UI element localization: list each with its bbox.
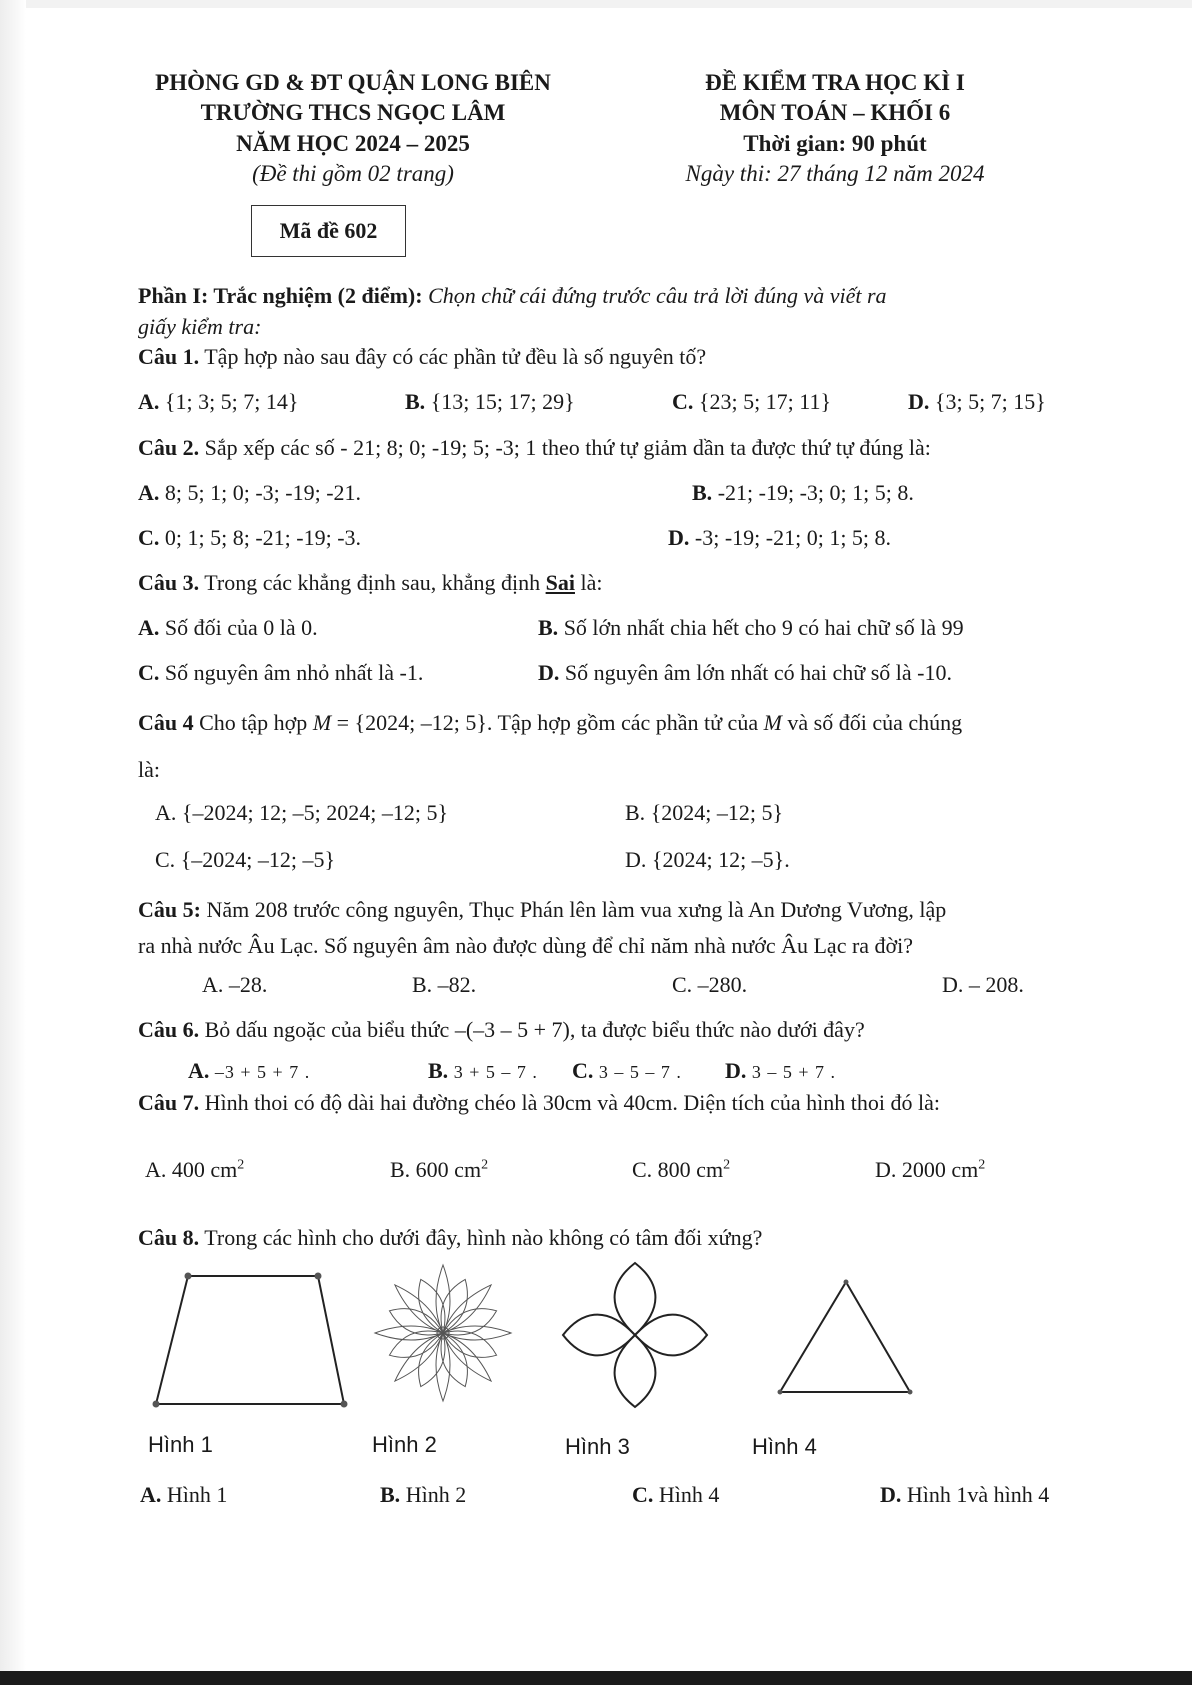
q8-a-label: A.	[140, 1482, 162, 1507]
q6-a-label: A.	[188, 1058, 210, 1083]
q8-c-text: Hình 4	[658, 1482, 720, 1507]
q2-d-text: -3; -19; -21; 0; 1; 5; 8.	[694, 525, 892, 550]
q3-text-before: Trong các khẳng định sau, khẳng định	[204, 570, 541, 595]
figure-3-label: Hình 3	[565, 1434, 630, 1459]
figure-4-triangle	[770, 1272, 920, 1402]
q2-c-label: C.	[138, 525, 160, 550]
q8-text: Trong các hình cho dưới đây, hình nào không có tâm đối xứng?	[204, 1225, 763, 1250]
q3-option-b	[538, 615, 964, 641]
q4-a-text: {–2024; 12; –5; 2024; –12; 5}	[181, 800, 449, 825]
q4-d-label: D.	[625, 847, 647, 872]
q8-label: Câu 8.	[138, 1225, 200, 1250]
q8-b-text: Hình 2	[405, 1482, 467, 1507]
q8-option-b	[380, 1482, 466, 1508]
figure-2-label: Hình 2	[372, 1432, 437, 1457]
q4-a-label: A.	[155, 800, 177, 825]
q6-expression: –(–3 – 5 + 7)	[454, 1017, 570, 1042]
q6-text-after: , ta được biểu thức nào dưới đây?	[569, 1017, 865, 1042]
figure-1-label: Hình 1	[148, 1432, 213, 1457]
q4-option-a	[155, 800, 448, 826]
q4-set-name: M	[312, 710, 332, 735]
q6-b-text: 3 + 5 – 7 .	[453, 1062, 538, 1082]
scan-edge-bottom	[0, 1671, 1192, 1685]
q6-c-label: C.	[572, 1058, 594, 1083]
q2-option-a	[138, 480, 361, 506]
q1-option-a	[138, 389, 298, 415]
q7-d-text: D. 2000 cm	[875, 1157, 979, 1182]
q8-question	[138, 1225, 762, 1251]
header-left-line1: PHÒNG GD & ĐT QUẬN LONG BIÊN	[155, 70, 551, 95]
q1-c-text: {23; 5; 17; 11}	[698, 389, 832, 414]
q2-a-label: A.	[138, 480, 160, 505]
exam-code-box	[251, 205, 406, 257]
q4-option-d	[625, 847, 790, 873]
q5-label: Câu 5:	[138, 897, 201, 922]
q5-option-b: B. –82.	[412, 972, 477, 997]
q1-c-label: C.	[672, 389, 694, 414]
q7-question	[138, 1090, 940, 1116]
q2-option-c	[138, 525, 361, 551]
figure-4-label: Hình 4	[752, 1434, 817, 1459]
q8-d-label: D.	[880, 1482, 902, 1507]
q5-question	[138, 897, 946, 923]
q6-text-before: Bỏ dấu ngoặc của biểu thức	[204, 1017, 450, 1042]
q2-question	[138, 435, 931, 461]
part1-instruction-cont: giấy kiểm tra:	[138, 314, 262, 339]
q7-label: Câu 7.	[138, 1090, 200, 1115]
q2-text: Sắp xếp các số - 21; 8; 0; -19; 5; -3; 1 theo thứ tự giảm dần ta được thứ tự đúng là:	[204, 435, 931, 460]
q3-d-label: D.	[538, 660, 560, 685]
q1-b-text: {13; 15; 17; 29}	[430, 389, 575, 414]
header-left-line2: TRƯỜNG THCS NGỌC LÂM	[200, 100, 506, 125]
q1-d-label: D.	[908, 389, 930, 414]
q6-a-text: –3 + 5 + 7 .	[214, 1062, 311, 1082]
q5-question-cont: ra nhà nước Âu Lạc. Số nguyên âm nào được dùng để chỉ năm nhà nước Âu Lạc ra đời?	[138, 933, 914, 958]
q4-option-b	[625, 800, 783, 826]
figure-1-trapezoid	[148, 1262, 358, 1412]
q1-text: Tập hợp nào sau đây có các phần tử đều là số nguyên tố?	[204, 344, 707, 369]
q1-label: Câu 1.	[138, 344, 200, 369]
q7-c-exp: 2	[723, 1157, 731, 1173]
q3-d-text: Số nguyên âm lớn nhất có hai chữ số là -10.	[564, 660, 952, 685]
q3-keyword: Sai	[545, 570, 575, 595]
q1-question	[138, 344, 706, 370]
q4-question-cont: là:	[138, 757, 160, 782]
q2-b-label: B.	[692, 480, 713, 505]
exam-code: Mã đề 602	[279, 218, 378, 243]
q4-text-after: và số đối của chúng	[787, 710, 963, 735]
q1-b-label: B.	[405, 389, 426, 414]
q7-option-b	[390, 1157, 488, 1183]
q4-set-name2: M	[763, 710, 782, 735]
q4-label: Câu 4	[138, 710, 194, 735]
q2-option-b	[692, 480, 914, 506]
q7-option-c	[632, 1157, 730, 1183]
q8-a-text: Hình 1	[166, 1482, 228, 1507]
scan-edge-left	[0, 0, 26, 1685]
q4-text-middle: . Tập hợp gồm các phần tử của	[486, 710, 759, 735]
q3-c-text: Số nguyên âm nhỏ nhất là -1.	[164, 660, 424, 685]
q7-option-d	[875, 1157, 985, 1183]
figure-2-flower	[368, 1258, 518, 1408]
q3-option-c	[138, 660, 423, 686]
part1-instruction: Chọn chữ cái đứng trước câu trả lời đúng và viết ra	[428, 283, 887, 308]
q7-a-text: A. 400 cm	[145, 1157, 238, 1182]
q6-option-a	[188, 1058, 310, 1084]
q6-option-d	[725, 1058, 836, 1084]
q1-option-b	[405, 389, 575, 415]
q6-question	[138, 1017, 865, 1043]
q4-c-label: C.	[155, 847, 176, 872]
q1-option-d	[908, 389, 1046, 415]
q6-c-text: 3 – 5 – 7 .	[598, 1062, 682, 1082]
q1-d-text: {3; 5; 7; 15}	[934, 389, 1046, 414]
q8-c-label: C.	[632, 1482, 654, 1507]
q1-a-text: {1; 3; 5; 7; 14}	[164, 389, 299, 414]
q4-text-before: Cho tập hợp	[199, 710, 308, 735]
q2-c-text: 0; 1; 5; 8; -21; -19; -3.	[164, 525, 362, 550]
q5-option-c: C. –280.	[672, 972, 748, 997]
q6-d-text: 3 – 5 + 7 .	[751, 1062, 837, 1082]
q1-a-label: A.	[138, 389, 160, 414]
q8-d-text: Hình 1và hình 4	[906, 1482, 1050, 1507]
q7-b-text: B. 600 cm	[390, 1157, 482, 1182]
header-left-line4: (Đề thi gồm 02 trang)	[252, 161, 454, 186]
q4-b-label: B.	[625, 800, 646, 825]
figure-3-four-petal	[560, 1258, 710, 1413]
q4-set-def: = {2024; –12; 5}	[336, 710, 487, 735]
q8-option-a	[140, 1482, 227, 1508]
q7-b-exp: 2	[481, 1157, 489, 1173]
header-right-line3: Thời gian: 90 phút	[743, 131, 927, 156]
q3-text-after: là:	[580, 570, 603, 595]
q4-option-c	[155, 847, 335, 873]
q5-option-d: D. – 208.	[942, 972, 1024, 997]
q7-text: Hình thoi có độ dài hai đường chéo là 30cm và 40cm. Diện tích của hình thoi đó là:	[204, 1090, 940, 1115]
q3-b-text: Số lớn nhất chia hết cho 9 có hai chữ số là 99	[563, 615, 964, 640]
q7-a-exp: 2	[237, 1157, 245, 1173]
q7-c-text: C. 800 cm	[632, 1157, 724, 1182]
part1-title: Phần I: Trắc nghiệm (2 điểm):	[138, 283, 423, 308]
q8-b-label: B.	[380, 1482, 401, 1507]
q6-label: Câu 6.	[138, 1017, 200, 1042]
q3-option-d	[538, 660, 952, 686]
q8-option-d	[880, 1482, 1049, 1508]
q6-d-label: D.	[725, 1058, 747, 1083]
q6-option-b	[428, 1058, 538, 1084]
q2-a-text: 8; 5; 1; 0; -3; -19; -21.	[164, 480, 362, 505]
q2-option-d	[668, 525, 891, 551]
q8-option-c	[632, 1482, 719, 1508]
q5-option-a: A. –28.	[202, 972, 268, 997]
q1-option-c	[672, 389, 831, 415]
header-right-line4: Ngày thi: 27 tháng 12 năm 2024	[685, 161, 985, 186]
header-right-line1: ĐỀ KIỂM TRA HỌC KÌ I	[705, 70, 965, 95]
q7-d-exp: 2	[978, 1157, 986, 1173]
q3-option-a	[138, 615, 318, 641]
q4-d-text: {2024; 12; –5}.	[651, 847, 790, 872]
q3-label: Câu 3.	[138, 570, 200, 595]
q3-c-label: C.	[138, 660, 160, 685]
q3-b-label: B.	[538, 615, 559, 640]
q4-question	[138, 710, 962, 736]
q4-b-text: {2024; –12; 5}	[650, 800, 784, 825]
q7-option-a	[145, 1157, 244, 1183]
q2-b-text: -21; -19; -3; 0; 1; 5; 8.	[717, 480, 914, 505]
q3-question	[138, 570, 602, 596]
q2-label: Câu 2.	[138, 435, 200, 460]
q6-option-c	[572, 1058, 682, 1084]
q6-b-label: B.	[428, 1058, 449, 1083]
q5-text: Năm 208 trước công nguyên, Thục Phán lên làm vua xưng là An Dương Vương, lập	[206, 897, 947, 922]
q3-a-label: A.	[138, 615, 160, 640]
part1-heading	[138, 283, 887, 309]
scan-edge-top	[0, 0, 1192, 8]
q2-d-label: D.	[668, 525, 690, 550]
header-left-line3: NĂM HỌC 2024 – 2025	[236, 131, 470, 156]
q3-a-text: Số đối của 0 là 0.	[164, 615, 318, 640]
q4-c-text: {–2024; –12; –5}	[180, 847, 336, 872]
header-right-line2: MÔN TOÁN – KHỐI 6	[719, 100, 951, 125]
